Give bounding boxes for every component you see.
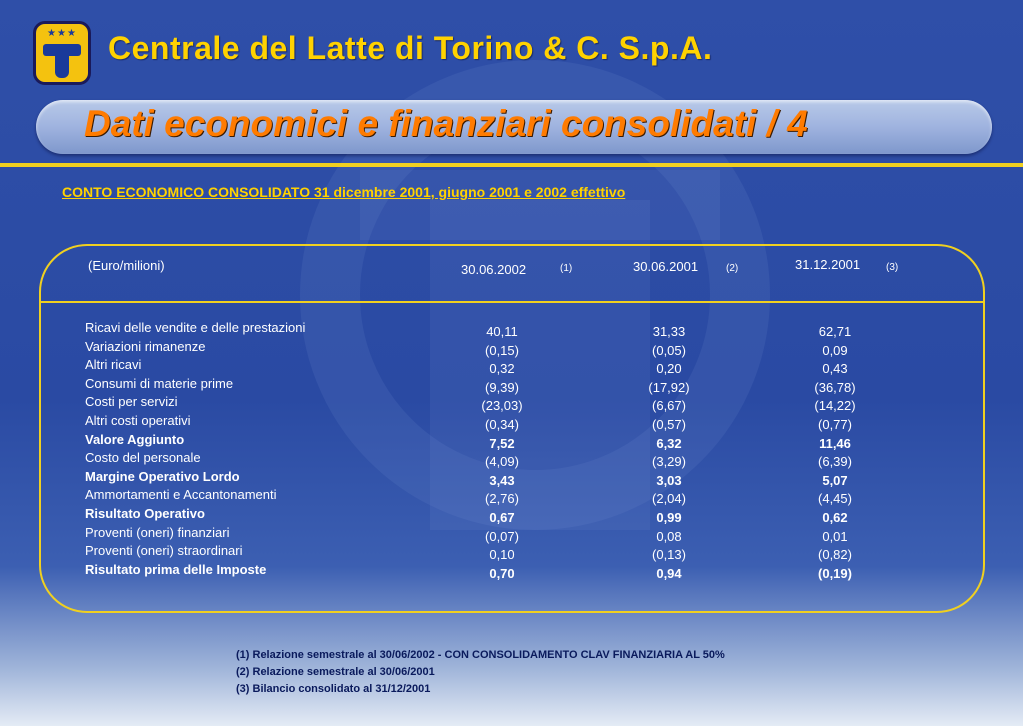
table-cell: (14,22) [814, 398, 856, 414]
table-cell: (0,15) [485, 342, 519, 358]
row-label: Ricavi delle vendite e delle prestazioni [85, 320, 306, 335]
table-cell: 0,70 [489, 565, 515, 581]
table-cell: (4,45) [818, 491, 852, 507]
table-cell: (6,67) [652, 398, 686, 414]
row-label: Valore Aggiunto [85, 431, 185, 447]
row-label: Margine Operativo Lordo [85, 468, 240, 484]
table-cell: 0,62 [822, 510, 848, 525]
company-name: Centrale del Latte di Torino & C. S.p.A. [108, 30, 713, 66]
table-cell: 11,46 [819, 435, 851, 451]
row-label: Costi per servizi [85, 394, 178, 410]
table-cell: (36,78) [814, 379, 856, 395]
table-cell: 0,32 [489, 361, 515, 377]
column-header-date: 30.06.2002 [461, 262, 527, 277]
row-label: Costo del personale [85, 450, 201, 466]
page-title: Dati economici e finanziari consolidati / 4 [84, 103, 808, 144]
table-cell: 0,99 [656, 510, 682, 525]
footnotes [236, 647, 725, 698]
table-cell: (23,03) [481, 398, 523, 414]
table-cell: (0,07) [485, 528, 519, 544]
table-cell: (9,39) [485, 379, 519, 395]
table-cell: 3,43 [489, 472, 515, 488]
table-cell: 0,67 [489, 510, 515, 525]
table-cell: 7,52 [489, 435, 515, 451]
footnote: (2) Relazione semestrale al 30/06/2001 [236, 666, 435, 678]
table-cell: (0,77) [818, 417, 852, 432]
logo-stars-icon: ★★★ [47, 28, 77, 39]
row-label: Altri costi operativi [85, 413, 191, 428]
table-cell: (0,57) [652, 417, 686, 432]
row-label: Consumi di materie prime [85, 375, 234, 391]
table-cell: 6,32 [656, 435, 682, 451]
table-cell: 0,10 [489, 547, 515, 563]
table-cell: (0,82) [818, 547, 852, 563]
table-header-divider [40, 301, 984, 303]
table-cell: (2,04) [652, 491, 686, 507]
table-cell: 0,01 [822, 528, 848, 544]
row-label: Risultato prima delle Imposte [85, 561, 267, 577]
table-cell: (0,13) [652, 547, 686, 563]
table-cell: 40,11 [486, 324, 518, 339]
table-cell: (0,34) [485, 417, 519, 432]
table-cell: 0,09 [822, 342, 848, 358]
row-label: Risultato Operativo [85, 506, 205, 521]
table-cell: 5,07 [822, 472, 848, 488]
footnote: (1) Relazione semestrale al 30/06/2002 - CON CONSOLIDAMENTO CLAV FINANZIARIA AL 50% [236, 649, 725, 661]
header-divider [0, 163, 1023, 167]
table-cell: (6,39) [818, 454, 852, 470]
section-subtitle: CONTO ECONOMICO CONSOLIDATO 31 dicembre 2001, giugno 2001 e 2002 effettivo [62, 184, 626, 200]
table-cell: 62,71 [818, 324, 852, 339]
logo-t-stem [55, 54, 69, 78]
table-cell: (2,76) [485, 491, 519, 507]
row-label: Proventi (oneri) finanziari [85, 524, 230, 540]
column-header-note: (2) [726, 263, 739, 274]
table-cell: 3,03 [656, 472, 682, 488]
column-header-note: (1) [560, 263, 573, 274]
table-cell: (3,29) [652, 454, 686, 470]
table-cell: 0,94 [656, 565, 682, 581]
row-label: Altri ricavi [85, 357, 142, 373]
row-label: Proventi (oneri) straordinari [85, 543, 243, 559]
row-label: Ammortamenti e Accantonamenti [85, 487, 277, 503]
table-cell: 0,08 [656, 528, 682, 544]
table-cell: 0,43 [822, 361, 848, 377]
table-cell: (4,09) [485, 454, 519, 470]
column-header-date: 30.06.2001 [633, 259, 699, 274]
table-cell: (0,19) [818, 565, 852, 581]
table-cell: (17,92) [648, 379, 690, 395]
row-label: Variazioni rimanenze [85, 338, 206, 354]
table-cell: 31,33 [652, 324, 686, 339]
footnote: (3) Bilancio consolidato al 31/12/2001 [236, 683, 431, 695]
table-cell: 0,20 [656, 361, 682, 377]
column-header-note: (3) [886, 262, 899, 273]
unit-label: (Euro/milioni) [88, 258, 165, 273]
company-logo [33, 21, 91, 85]
column-header-date: 31.12.2001 [795, 257, 861, 272]
table-cell: (0,05) [652, 342, 686, 358]
